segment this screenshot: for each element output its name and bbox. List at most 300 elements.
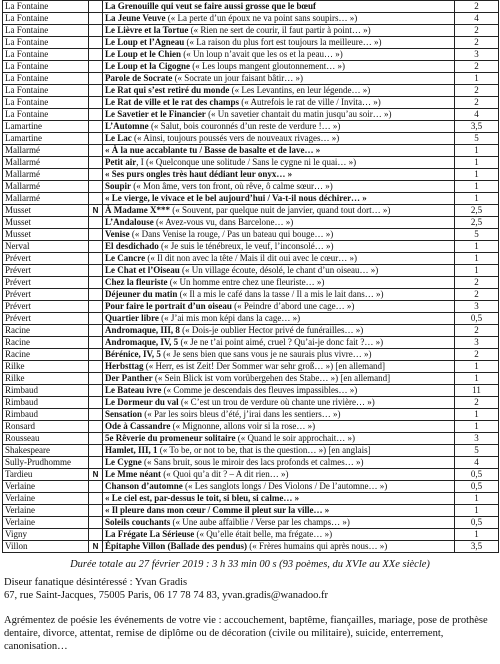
poem-first-line: (« Avez-vous vu, dans Barcelone… ») <box>153 217 294 227</box>
poem-title: Épitaphe Villon (Ballade des pendus) <box>105 541 248 551</box>
title-cell <box>103 241 455 253</box>
duration-cell: 2,5 <box>455 205 499 217</box>
flag-cell <box>89 373 103 385</box>
poem-row <box>3 193 499 205</box>
flag-cell <box>89 73 103 85</box>
poem-first-line: (« Les Levantins, en leur légende… ») <box>229 85 371 95</box>
author-cell: Verlaine <box>3 481 89 493</box>
title-cell <box>103 253 455 265</box>
poem-first-line: (« Mon âme, vers ton front, où rêve, ô calme sœur… ») <box>131 181 333 191</box>
poem-first-line: (« Les loups mangent gloutonnement… ») <box>190 61 345 71</box>
poem-row <box>3 241 499 253</box>
poem-first-line: (« La raison du plus fort est toujours la meilleure… ») <box>184 37 382 47</box>
duration-cell: 0,5 <box>455 313 499 325</box>
poem-title: Herbsttag <box>105 361 144 371</box>
poem-first-line: (« Qu’elle était belle, ma frégate… ») <box>194 529 333 539</box>
poem-row <box>3 181 499 193</box>
flag-cell <box>89 61 103 73</box>
title-cell <box>103 445 455 457</box>
author-cell: La Fontaine <box>3 49 89 61</box>
flag-cell <box>89 409 103 421</box>
author-cell: Shakespeare <box>3 445 89 457</box>
duration-cell: 0,5 <box>455 481 499 493</box>
duration-cell: 1 <box>455 361 499 373</box>
poem-title: Hamlet, III, 1 <box>105 445 158 455</box>
poem-row <box>3 265 499 277</box>
title-cell <box>103 313 455 325</box>
poem-first-line: (« Rien ne sert de courir, il faut partir à point… ») <box>188 25 371 35</box>
duration-cell: 2,5 <box>455 217 499 229</box>
promo-text: Agrémentez de poésie les événements de votre vie : accouchement, baptême, fiançailles, mariage, pose de prothèse dentaire, divorce, attentat, remise de diplôme ou de décoration (civile ou militaire), suicide, enterrement, canonisation… <box>4 615 488 652</box>
total-duration: Durée totale au 27 février 2019 : 3 h 33 min 00 s (93 poèmes, du XVIe au XXe siècle) <box>70 559 430 570</box>
title-cell <box>103 457 455 469</box>
poem-first-line: (« Un loup n’avait que les os et la peau… ») <box>181 49 343 59</box>
duration-cell: 2 <box>455 349 499 361</box>
poem-first-line: (« Les sanglots longs / Des Violons / De l’automne… ») <box>182 481 388 491</box>
author-cell: Sully-Prudhomme <box>3 457 89 469</box>
poem-title: La Jeune Veuve <box>105 13 166 23</box>
author-cell: Prévert <box>3 289 89 301</box>
poem-row <box>3 49 499 61</box>
poem-title: Le Lièvre et la Tortue <box>105 25 189 35</box>
poem-title: L’Andalouse <box>105 217 154 227</box>
poem-row <box>3 529 499 541</box>
author-cell: Prévert <box>3 253 89 265</box>
poem-first-line: (« Sein Blick ist vom vorübergehen des Stabe… ») [en allemand] <box>152 373 391 383</box>
poem-title: Le Mme néant <box>105 469 161 479</box>
poem-row <box>3 25 499 37</box>
duration-cell: 3,5 <box>455 121 499 133</box>
duration-cell: 3,5 <box>455 541 499 553</box>
duration-cell: 1 <box>455 181 499 193</box>
poem-title: Soleils couchants <box>105 517 171 527</box>
duration-cell: 2 <box>455 397 499 409</box>
poem-row <box>3 409 499 421</box>
poem-title: « Ses purs ongles très haut dédiant leur onyx… » <box>105 169 293 179</box>
duration-cell: 1 <box>455 505 499 517</box>
poem-first-line: (« Quoi qu’a dit ? – A dit rien… ») <box>161 469 289 479</box>
poem-first-line: (« Herr, es ist Zeit! Der Sommer war sehr groß… ») [en allemand] <box>143 361 386 371</box>
title-cell <box>103 421 455 433</box>
flag-cell <box>89 529 103 541</box>
duration-cell: 1 <box>455 145 499 157</box>
flag-cell <box>89 121 103 133</box>
title-cell <box>103 373 455 385</box>
flag-cell <box>89 397 103 409</box>
author-cell: Villon <box>3 541 89 553</box>
poem-title: 5e Rêverie du promeneur solitaire <box>105 433 236 443</box>
flag-cell <box>89 1 103 13</box>
poem-title: Andromaque, IV, 5 <box>105 337 179 347</box>
poem-row <box>3 337 499 349</box>
duration-cell: 2 <box>455 37 499 49</box>
duration-cell: 1 <box>455 241 499 253</box>
author-cell: Verlaine <box>3 505 89 517</box>
poem-first-line: (« Comme je descendais des fleuves impassibles… ») <box>161 385 358 395</box>
poem-title: Petit air <box>105 157 137 167</box>
poem-row <box>3 457 499 469</box>
flag-cell <box>89 337 103 349</box>
flag-cell <box>89 301 103 313</box>
flag-cell <box>89 421 103 433</box>
poem-first-line: (« Salut, bois couronnés d’un reste de verdure !… ») <box>148 121 341 131</box>
poem-title: Le Rat de ville et le rat des champs <box>105 97 239 107</box>
flag-cell <box>89 433 103 445</box>
poem-row <box>3 73 499 85</box>
title-cell <box>103 493 455 505</box>
title-cell <box>103 229 455 241</box>
poem-title: Bérénice, IV, 5 <box>105 349 161 359</box>
duration-cell: 1 <box>455 253 499 265</box>
poem-row <box>3 157 499 169</box>
author-cell: Lamartine <box>3 121 89 133</box>
poem-row <box>3 433 499 445</box>
author-cell: Vigny <box>3 529 89 541</box>
poem-row <box>3 517 499 529</box>
duration-cell: 5 <box>455 445 499 457</box>
flag-cell <box>89 157 103 169</box>
flag-cell <box>89 289 103 301</box>
poem-title: Le Rat qui s’est retiré du monde <box>105 85 230 95</box>
poem-row <box>3 133 499 145</box>
author-cell: Racine <box>3 349 89 361</box>
author-cell: Prévert <box>3 277 89 289</box>
title-cell <box>103 97 455 109</box>
duration-cell: 2 <box>455 289 499 301</box>
author-cell: La Fontaine <box>3 109 89 121</box>
flag-cell <box>89 505 103 517</box>
poem-title: Der Panther <box>105 373 153 383</box>
author-cell: Rimbaud <box>3 409 89 421</box>
poem-title: L’Automne <box>105 121 149 131</box>
poem-first-line: (« Un homme entre chez une fleuriste… ») <box>167 277 325 287</box>
footer <box>4 558 496 653</box>
poem-first-line: (« Socrate un jour faisant bâtir… ») <box>172 73 304 83</box>
flag-cell <box>89 13 103 25</box>
author-cell: Verlaine <box>3 493 89 505</box>
poem-title: Le Lac <box>105 133 132 143</box>
poem-row <box>3 61 499 73</box>
title-cell <box>103 409 455 421</box>
duration-cell: 1 <box>455 493 499 505</box>
poem-row <box>3 313 499 325</box>
title-cell <box>103 529 455 541</box>
title-cell <box>103 361 455 373</box>
poem-title: Le Chat et l’Oiseau <box>105 265 180 275</box>
poem-row <box>3 217 499 229</box>
author-cell: Rimbaud <box>3 385 89 397</box>
poem-title: Déjeuner du matin <box>105 289 178 299</box>
poem-row <box>3 421 499 433</box>
poem-first-line: (« Souvent, par quelque nuit de janvier, quand tout dort… ») <box>170 205 391 215</box>
poem-first-line: (« Frères humains qui après nous… ») <box>247 541 388 551</box>
poem-title: Le Cancre <box>105 253 146 263</box>
title-cell <box>103 73 455 85</box>
flag-cell <box>89 133 103 145</box>
duration-cell: 5 <box>455 133 499 145</box>
duration-cell: 2 <box>455 85 499 97</box>
title-cell <box>103 337 455 349</box>
title-cell <box>103 193 455 205</box>
title-cell <box>103 133 455 145</box>
title-cell <box>103 85 455 97</box>
author-cell: Musset <box>3 205 89 217</box>
poem-first-line: (« Sans bruit, sous le miroir des lacs profonds et calmes… ») <box>141 457 364 467</box>
poem-row <box>3 373 499 385</box>
title-cell <box>103 109 455 121</box>
flag-cell: N <box>89 205 103 217</box>
title-cell <box>103 37 455 49</box>
poem-first-line: (« Il a mis le café dans la tasse / Il a mis le lait dans… ») <box>177 289 384 299</box>
duration-cell: 1 <box>455 373 499 385</box>
poem-row <box>3 481 499 493</box>
title-cell <box>103 301 455 313</box>
poem-row <box>3 277 499 289</box>
poem-first-line: (« Un village écoute, désolé, le chant d’un oiseau… ») <box>179 265 379 275</box>
author-cell: Lamartine <box>3 133 89 145</box>
flag-cell <box>89 457 103 469</box>
poem-first-line: (« Mignonne, allons voir si la rose… ») <box>170 421 316 431</box>
flag-cell <box>89 97 103 109</box>
title-cell <box>103 385 455 397</box>
poem-first-line: (« Un savetier chantait du matin jusqu’au soir… ») <box>205 109 392 119</box>
duration-cell: 2 <box>455 325 499 337</box>
poem-title: « À la nue accablante tu / Basse de basalte et de lave… » <box>105 145 321 155</box>
poem-row <box>3 361 499 373</box>
title-cell <box>103 505 455 517</box>
poem-row <box>3 253 499 265</box>
title-cell <box>103 157 455 169</box>
author-cell: Mallarmé <box>3 193 89 205</box>
duration-cell: 4 <box>455 457 499 469</box>
author-cell: Mallarmé <box>3 145 89 157</box>
flag-cell <box>89 253 103 265</box>
flag-cell <box>89 349 103 361</box>
author-cell: La Fontaine <box>3 97 89 109</box>
flag-cell <box>89 145 103 157</box>
flag-cell <box>89 277 103 289</box>
title-cell <box>103 13 455 25</box>
flag-cell <box>89 493 103 505</box>
author-cell: Prévert <box>3 265 89 277</box>
flag-cell <box>89 229 103 241</box>
duration-cell: 1 <box>455 409 499 421</box>
poem-row <box>3 385 499 397</box>
author-cell: Musset <box>3 217 89 229</box>
poem-title: Pour faire le portrait d’un oiseau <box>105 301 232 311</box>
poem-table-body <box>3 1 499 553</box>
poem-row <box>3 97 499 109</box>
author-cell: Prévert <box>3 313 89 325</box>
poem-row <box>3 121 499 133</box>
poem-title: El desdichado <box>105 241 159 251</box>
poem-row <box>3 169 499 181</box>
flag-cell <box>89 25 103 37</box>
poem-first-line: (« La perte d’un époux ne va point sans soupirs… ») <box>165 13 358 23</box>
poem-first-line: (« J’ai mis mon képi dans la cage… ») <box>158 313 301 323</box>
poem-title: Le Loup et le Chien <box>105 49 182 59</box>
poem-row <box>3 541 499 553</box>
flag-cell <box>89 181 103 193</box>
duration-cell: 1 <box>455 265 499 277</box>
flag-cell <box>89 193 103 205</box>
poem-title: Le Savetier et le Financier <box>105 109 206 119</box>
duration-cell: 2 <box>455 61 499 73</box>
poem-title: Le Bateau ivre <box>105 385 162 395</box>
duration-cell: 2 <box>455 1 499 13</box>
author-cell: La Fontaine <box>3 25 89 37</box>
flag-cell <box>89 313 103 325</box>
poem-title: Le Loup et la Cigogne <box>105 61 191 71</box>
poem-row <box>3 301 499 313</box>
poem-title: Chez la fleuriste <box>105 277 168 287</box>
flag-cell <box>89 241 103 253</box>
title-cell <box>103 349 455 361</box>
duration-cell: 4 <box>455 13 499 25</box>
author-cell: Mallarmé <box>3 181 89 193</box>
poem-row <box>3 493 499 505</box>
author-cell: Mallarmé <box>3 157 89 169</box>
duration-cell: 2 <box>455 25 499 37</box>
title-cell <box>103 217 455 229</box>
duration-cell: 2 <box>455 97 499 109</box>
author-cell: Rilke <box>3 361 89 373</box>
duration-cell: 1 <box>455 157 499 169</box>
poem-first-line: (« Je sens bien que sans vous je ne saurais plus vivre… ») <box>160 349 372 359</box>
poem-first-line: (« Une aube affaiblie / Verse par les champs… ») <box>170 517 350 527</box>
duration-cell: 1 <box>455 193 499 205</box>
flag-cell <box>89 169 103 181</box>
author-cell: La Fontaine <box>3 37 89 49</box>
author-cell: Racine <box>3 337 89 349</box>
poem-row <box>3 349 499 361</box>
title-cell <box>103 61 455 73</box>
poem-first-line: (« Quand le soir approchait… ») <box>235 433 355 443</box>
poem-row <box>3 145 499 157</box>
title-cell <box>103 49 455 61</box>
poem-row <box>3 109 499 121</box>
duration-cell: 1 <box>455 529 499 541</box>
poem-title: Soupir <box>105 181 132 191</box>
title-cell <box>103 517 455 529</box>
author-cell: Rimbaud <box>3 397 89 409</box>
author-cell: La Fontaine <box>3 73 89 85</box>
title-cell <box>103 1 455 13</box>
flag-cell <box>89 37 103 49</box>
poem-title: « Le ciel est, par-dessus le toit, si bleu, si calme… » <box>105 493 300 503</box>
duration-cell: 0,5 <box>455 517 499 529</box>
flag-cell <box>89 109 103 121</box>
poem-title: La Grenouille qui veut se faire aussi grosse que le bœuf <box>105 1 317 11</box>
poem-title: Andromaque, III, 8 <box>105 325 180 335</box>
author-cell: Rilke <box>3 373 89 385</box>
duration-cell: 3 <box>455 301 499 313</box>
title-cell <box>103 397 455 409</box>
poem-first-line: (« Je ne t’ai point aimé, cruel ? Qu’ai-je donc fait ?… ») <box>178 337 384 347</box>
flag-cell <box>89 265 103 277</box>
author-cell: Mallarmé <box>3 169 89 181</box>
author-cell: La Fontaine <box>3 1 89 13</box>
author-cell: Nerval <box>3 241 89 253</box>
poem-title: Parole de Socrate <box>105 73 173 83</box>
title-cell <box>103 289 455 301</box>
poem-row <box>3 229 499 241</box>
contact-address: 67, rue Saint-Jacques, 75005 Paris, 06 17 78 74 83, yvan.gradis@wanadoo.fr <box>4 590 329 601</box>
duration-cell: 1 <box>455 73 499 85</box>
poem-row <box>3 1 499 13</box>
poem-first-line: (« Dans Venise la rouge, / Pas un bateau qui bouge… ») <box>129 229 334 239</box>
title-cell <box>103 481 455 493</box>
title-cell <box>103 205 455 217</box>
poem-title: À Madame X*** <box>105 205 170 215</box>
flag-cell <box>89 85 103 97</box>
flag-cell <box>89 217 103 229</box>
title-cell <box>103 541 455 553</box>
author-cell: La Fontaine <box>3 61 89 73</box>
flag-cell <box>89 517 103 529</box>
title-cell <box>103 169 455 181</box>
duration-cell: 3 <box>455 433 499 445</box>
author-cell: Rousseau <box>3 433 89 445</box>
author-cell: Tardieu <box>3 469 89 481</box>
flag-cell <box>89 361 103 373</box>
poem-first-line: (« Il dit non avec la tête / Mais il dit oui avec le cœur… ») <box>145 253 358 263</box>
author-cell: Racine <box>3 325 89 337</box>
poem-row <box>3 445 499 457</box>
author-cell: Verlaine <box>3 517 89 529</box>
flag-cell <box>89 385 103 397</box>
flag-cell <box>89 445 103 457</box>
author-cell: La Fontaine <box>3 85 89 97</box>
poem-title: « Il pleure dans mon cœur / Comme il pleut sur la ville… » <box>105 505 330 515</box>
poem-title: Quartier libre <box>105 313 159 323</box>
poem-title: « Le vierge, le vivace et le bel aujourd’hui / Va-t-il nous déchirer… » <box>105 193 367 203</box>
poem-row <box>3 397 499 409</box>
flag-cell <box>89 481 103 493</box>
duration-cell: 2 <box>455 277 499 289</box>
poem-first-line: (« Dois-je oublier Hector privé de funérailles… ») <box>179 325 364 335</box>
poem-row <box>3 13 499 25</box>
title-cell <box>103 265 455 277</box>
author-cell: Prévert <box>3 301 89 313</box>
flag-cell <box>89 49 103 61</box>
poem-row <box>3 37 499 49</box>
duration-cell: 3 <box>455 337 499 349</box>
title-cell <box>103 433 455 445</box>
poem-title: Chanson d’automne <box>105 481 183 491</box>
poem-title: Venise <box>105 229 130 239</box>
poem-title: Le Loup et l’Agneau <box>105 37 185 47</box>
poem-row <box>3 325 499 337</box>
duration-cell: 5 <box>455 229 499 241</box>
title-cell <box>103 277 455 289</box>
poem-title: Sensation <box>105 409 143 419</box>
poem-first-line: (« Je suis le ténébreux, le veuf, l’inconsolé… ») <box>158 241 334 251</box>
poem-first-line: (« To be, or not to be, that is the question… ») [en anglais] <box>157 445 371 455</box>
poem-row <box>3 505 499 517</box>
duration-cell: 4 <box>455 109 499 121</box>
poem-title: Ode à Cassandre <box>105 421 171 431</box>
title-cell <box>103 121 455 133</box>
author-cell: Musset <box>3 229 89 241</box>
duration-cell: 3 <box>455 49 499 61</box>
duration-cell: 0,5 <box>455 469 499 481</box>
poem-first-line: (« Ainsi, toujours poussés vers de nouveaux rivages… ») <box>131 133 340 143</box>
poem-title: La Frégate La Sérieuse <box>105 529 195 539</box>
diseur-line: Diseur fanatique désintéressé : Yvan Gradis <box>4 577 188 588</box>
flag-cell <box>89 325 103 337</box>
poem-first-line: (« Par les soirs bleus d’été, j’irai dans les sentiers… ») <box>142 409 341 419</box>
